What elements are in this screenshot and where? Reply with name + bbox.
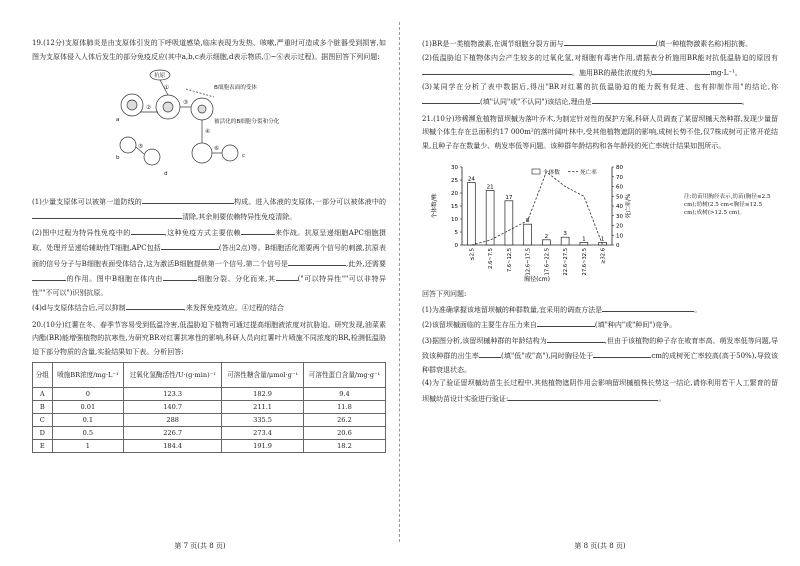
q20-table-header [33, 363, 386, 388]
bar-value-label: 24 [467, 176, 475, 183]
q21-chart-svg [422, 157, 778, 285]
chart-note: 注:幼苗用胸径表示,幼苗(胸径≤2.5 cm);幼树(2.5 cm<胸径≤12.5 cm);成树(>12.5 cm)。 [684, 194, 771, 216]
th-sugar: 可溶性糖含量/μmol·g⁻¹ [222, 363, 304, 388]
y-tick-label-right: 40 [616, 204, 623, 210]
fig-antigen-label: 抗原 [154, 73, 166, 79]
q19-immune-figure [110, 67, 280, 185]
x-tick-label: 17.6~22.5 [544, 248, 551, 276]
fig-c-label: c [242, 153, 246, 159]
q21-part4: (4)为了验证留坝槭幼苗生长过程中,其他植物遮阴作用会影响留坝槭植株长势这一结论,请你利用若干人工繁育的留坝槭幼苗设计实验进行验证: 。 [422, 379, 778, 403]
fig-step-3: ③ [183, 100, 189, 106]
fig-step-4: ④ [205, 129, 211, 135]
q20-part3: (3)某同学在分析了表中数据后,得出"BR对红薯的抗低温胁迫的能力既有促进、也有抑制作用"的结论,你(填"认同"或"不认同")该结论,理由是 。 [422, 82, 778, 106]
bar-individuals [561, 237, 569, 245]
bar-value-label: 1 [600, 236, 605, 243]
x-tick-label: 7.6~12.5 [506, 248, 513, 273]
q20-head: 20.(10分)红薯在冬、春季节容易受到低温冷害,低温胁迫下植物可通过提高细胞液浓度对抗胁迫。研究发现,油菜素内酯(BR)能增强植物的抗寒性,为研究BR对红薯抗寒性的影响,科研人员向红薯叶片喷施不同浓度的BR,检测低温胁迫下部分物质的含量,实验结果如下表。分析回答: [32, 320, 386, 356]
y-tick-label-left: 25 [451, 178, 458, 184]
y-tick-label-right: 10 [616, 233, 623, 240]
bar-value-label: 1 [582, 236, 586, 243]
y-tick-label-left: 20 [451, 191, 458, 197]
y-tick-label-right: 80 [616, 165, 623, 171]
table-row: C 0.1 288 335.5 26.2 [33, 414, 386, 427]
page-footer-right: 第 8 页(共 8 页) [574, 541, 626, 550]
q19-head: 19.(12分)支原体肺炎是由支原体引发的下呼吸道感染,临床表现为发热、咳嗽,严重时可造成多个脏器受到损害,如图为支原体侵入人体后发生的部分免疫反应(其中a,b,c表示细胞,d表示物质,①~⑥表示过程)。据图回答下列问题: [32, 39, 386, 61]
bar-individuals [542, 240, 550, 245]
q21-after: 回答下列问题: [422, 290, 467, 298]
fig-step-5: ⑤ [138, 144, 144, 150]
y-tick-label-left: 10 [451, 217, 458, 223]
legend-line-label: 死亡率 [580, 170, 597, 176]
bar-value-label: 8 [525, 218, 530, 225]
y-tick-label-left: 0 [454, 243, 458, 249]
th-group: 分组 [33, 363, 53, 388]
y-tick-label-right: 30 [616, 213, 623, 220]
chart-ylabel-right: 死亡率/% [626, 193, 632, 219]
bar-value-label: 3 [563, 231, 567, 238]
chart-xlabel: 胸径(cm) [524, 276, 550, 283]
y-tick-label-right: 20 [616, 223, 623, 230]
q20-part2: (2)低温胁迫下植物体内会产生较多的过氧化氢,对细胞有毒害作用,请据表分析施用BR能对抗低温胁迫的原因有。施用BR的最佳浓度约为 mg·L⁻¹。 [422, 53, 778, 77]
bar-individuals [505, 201, 513, 245]
bar-individuals [467, 183, 475, 245]
y-tick-label-left: 30 [451, 165, 458, 171]
q19-part4: (4)d与支原体结合后,可以抑制 ,来发挥免疫效应。④过程的结合 [32, 300, 386, 316]
fig-step-6: ⑥ [214, 146, 220, 152]
bar-individuals [524, 224, 532, 245]
x-tick-label: 27.6~32.5 [581, 248, 588, 276]
y-tick-label-left: 15 [451, 204, 458, 210]
y-tick-label-right: 0 [616, 243, 620, 249]
y-tick-label-right: 70 [616, 174, 623, 181]
q20-table [32, 362, 386, 453]
fig-a-label: a [116, 117, 120, 123]
bar-value-label: 2 [544, 233, 549, 240]
q21-part2: (2)该留坝槭面临的主要生存压力来自 (填"种内"或"种间")竞争。 [422, 317, 778, 333]
q21-chart [422, 157, 778, 285]
legend-bar-swatch [532, 169, 540, 174]
q19-part1: (1)少量支原体可以被第一道防线的 构成。进入体液的支原体,一部分可以被体液中的清除,其余则要依赖特异性免疫清除。 [32, 194, 386, 225]
y-tick-label-left: 5 [454, 230, 458, 236]
fig-step-2: ② [146, 105, 152, 111]
th-cat: 过氧化氢酶活性/U·(g·min)⁻¹ [124, 363, 222, 388]
x-tick-label: 22.6~27.5 [563, 248, 570, 276]
bar-value-label: 21 [486, 184, 494, 191]
x-tick-label: 2.6~7.5 [488, 248, 495, 269]
q20-part1: (1)BR是一类植物激素,在调节细胞分裂方面与 (填一种植物激素名称)相抗衡。 [422, 36, 778, 52]
x-tick-label: 12.6~17.5 [525, 248, 532, 276]
fig-b-label: b [116, 155, 120, 161]
x-tick-label: ≥32.6 [600, 248, 607, 264]
fig-step-1: ① [164, 85, 170, 91]
q21-part3: (3)据图分析,该留坝槭种群的年龄结构为 ,但由于该植物的种子存在败育率高、萌发率低等问题,导致该种群的出生率 (填"低"或"高"),同时胸径处于 cm的成树死亡率较高(高于50%),导致该种群衰退状态。 [422, 333, 778, 378]
th-protein: 可溶性蛋白含量/mg·g⁻¹ [303, 363, 385, 388]
page-footer-left: 第 7 页(共 8 页) [174, 541, 226, 550]
legend-bar-label: 个体数 [543, 170, 560, 176]
th-br: 喷施BR浓度/mg·L⁻¹ [52, 363, 124, 388]
x-tick-label: ≤2.5 [469, 248, 476, 261]
bar-individuals [486, 190, 494, 245]
table-row: B 0.01 140.7 211.1 11.8 [33, 401, 386, 414]
right-page [400, 0, 800, 566]
q19-part2: (2)图中过程为特异性免疫中的 ,这种免疫方式主要依赖 来作战。抗原呈递细胞APC细胞摄取、处理并呈递给辅助性T细胞,APC包括 (答出2点)等。B细胞活化需要两个信号的刺激,抗原表面的信号分子与B细胞表面受体结合,这为激活B细胞提供第一个信号,第二个信号是 ,此外,还需要的作用。图中B细胞在体内由 细胞分裂、分化而来,其 ("可以特异性""可以非特异性""不可以")识别抗原。 [32, 225, 386, 301]
bar-value-label: 17 [505, 194, 513, 201]
y-tick-label-right: 60 [616, 184, 623, 191]
q21-head: 21.(10分)珍稀濒危植物留坝槭为落叶乔木,为制定针对性的保护方案,科研人员调查了某留坝槭天然种群,发现少量留坝槭个体生存在总面积约17 000m²的落叶阔叶林中,受其他植物遮阴的影响,成树长势不佳,仅7株成树可正常开花结果,且种子存在数量少、萌发率低等问题。该种群年龄结构和各年龄段的死亡率统计结果如图所示。 [422, 114, 778, 150]
y-tick-label-right: 50 [616, 194, 623, 201]
fig-b-receptor-label: B细胞表面的受体 [214, 85, 257, 91]
fig-d-label: d [164, 171, 168, 177]
chart-ylabel-left: 个体数/株 [432, 193, 438, 219]
bar-individuals [580, 242, 588, 245]
bar-individuals [599, 242, 607, 245]
fig-activated-label: 被活化的B细胞分裂和分化 [214, 119, 280, 125]
q21-part1: (1)为准确掌握该地留坝槭的种群数量,宜采用的调查方法是 。 [422, 302, 778, 318]
table-row: A 0 123.3 182.9 9.4 [33, 388, 386, 401]
table-row: E 1 184.4 191.9 18.2 [33, 440, 386, 453]
table-row: D 0.5 226.7 273.4 20.6 [33, 427, 386, 440]
